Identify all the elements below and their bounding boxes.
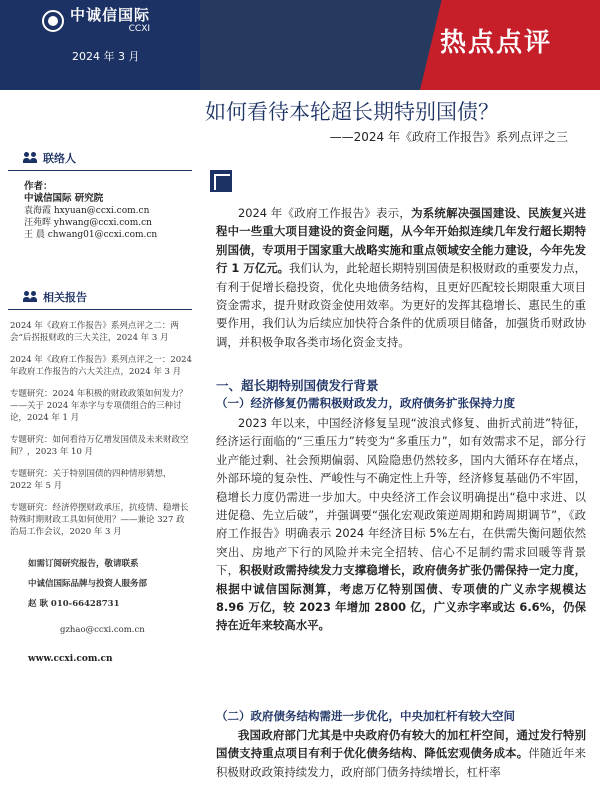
contacts-heading [0, 150, 200, 166]
subsection-title: 经济修复仍需积极财政发力，政府债务扩张保持力度 [250, 396, 515, 410]
related-report-item[interactable]: 2024 年《政府工作报告》系列点评之一：2024 年政府工作报告的六大关注点，2024 年 3 月 [10, 355, 192, 377]
author-label: 作者： [24, 181, 53, 192]
related-report-item[interactable]: 2024 年《政府工作报告》系列点评之二：两会“后拐报财政的三大关注，2024 年 3 月 [10, 321, 179, 343]
subscribe-dept: 中诚信国际品牌与投资人服务部 [28, 579, 148, 589]
body-paragraph [216, 414, 586, 635]
body-bold-text: 我国政府部门尤其是中央政府仍有较大的加杠杆空间，通过发行特别国债支持重点项目有利于优化债务结构、降低宏观债务成本。 [216, 728, 586, 761]
people-icon [24, 291, 38, 303]
intro-paragraph [216, 204, 586, 351]
intro-text: 我们认为，此轮超长期特别国债是积极财政的重要发力点，有利于促增长稳投资，优化央地债务结构，且更好匹配较长期限重大项目资金需求，提升财政资金使用效率。为更好的发挥其稳增长、惠民生的重要作用，我们认为后续应加快符合条件的优质项目储备，加强货币财政协调，并积极争取各类市场化资金支持。 [216, 261, 586, 349]
subsection-number: （二） [216, 709, 251, 723]
contacts-divider [8, 170, 192, 171]
subsection-heading [216, 708, 515, 724]
ccxi-logo [42, 8, 150, 34]
logo-en-text: CCXI [128, 24, 151, 34]
quote-icon [210, 170, 232, 192]
subscribe-contact: 赵 耿 010-66428731 [28, 599, 120, 609]
report-subtitle: ——2024 年《政府工作报告》系列点评之三 [329, 130, 568, 144]
intro-text: 2024 年《政府工作报告》表示， [238, 206, 412, 220]
body-bold-text: 积极财政需持续发力支撑稳增长，政府债务扩张仍需保持一定力度，根据中诚信国际测算，考虑万亿特别国债、专项债的广义赤字规模达 8.96 万亿，较 2023 年增加 2800 亿，广义赤字率或达 6.6%，仍保持在近年来较高水平。 [216, 563, 586, 633]
section-tag: 热点点评 [440, 28, 553, 58]
subscribe-note: 如需订阅研究报告，敬请联系 [28, 559, 139, 569]
sidebar [0, 150, 200, 800]
body-text: 伴随近年来积极财政政策持续发力，政府部门债务持续增长，杠杆率 [216, 746, 586, 779]
author-org: 中诚信国际 研究院 [24, 193, 104, 204]
author-contact[interactable]: 王 晨 chwang01@ccxi.com.cn [24, 230, 158, 240]
subscribe-email[interactable]: gzhao@ccxi.com.cn [60, 625, 145, 635]
intro-bold-text: 为系统解决强国建设、民族复兴进程中一些重大项目建设的资金问题，从今年开始拟连续几年发行超长期特别国债，专项用于国家重大战略实施和重点领域安全能力建设，今年先发行 1 万亿元。 [216, 206, 586, 276]
issue-date: 2024 年 3 月 [72, 50, 140, 63]
body-paragraph [216, 726, 586, 781]
subsection-heading [216, 395, 515, 411]
author-contact[interactable]: 汪苑晖 yhwang@ccxi.com.cn [24, 218, 152, 228]
subsection-title: 政府债务结构需进一步优化，中央加杠杆有较大空间 [250, 709, 515, 723]
related-heading-label: 相关报告 [43, 291, 87, 304]
related-divider [8, 309, 192, 310]
related-report-item[interactable]: 专题研究：如何看待万亿增发国债及未来财政空间？，2023 年 10 月 [10, 435, 189, 457]
logo-mark-icon [42, 10, 64, 32]
related-report-item[interactable]: 专题研究：经济停摆财政承压，抗疫情、稳增长特殊时期财政工具如何使用？——兼论 327 政治局工作会议，2020 年 3 月 [10, 503, 189, 537]
related-report-item[interactable]: 专题研究：2024 年积极的财政政策如何发力？——关于 2024 年赤字与专项债组合的三种讨论，2024 年 1 月 [10, 389, 188, 423]
section-heading: 一、超长期特别国债发行背景 [216, 378, 379, 393]
logo-cn-text: 中诚信国际 [70, 6, 151, 24]
related-heading [0, 289, 200, 305]
website-link[interactable]: www.ccxi.com.cn [28, 654, 113, 664]
body-text: 2023 年以来，中国经济修复呈现“波浪式修复、曲折式前进”特征，经济运行面临的“三重压力”转变为“多重压力”，如有效需求不足，部分行业产能过剩、社会预期偏弱、风险隐患仍然较多，国内大循环存在堵点，外部环境的复杂性、严峻性与不确定性上升等，经济修复基础仍不牢固，稳增长力度仍需进一步加大。中央经济工作会议明确提出“稳中求进、以进促稳、先立后破”，并强调要“强化宏观政策逆周期和跨周期调节”，《政府工作报告》明确表示 2024 年经济目标 5%左右，在供需失衡问题依然突出、房地产下行的风险并未完全招转、信心不足制约需求回暖等背景下， [216, 416, 586, 578]
subsection-number: （一） [216, 396, 251, 410]
author-contact[interactable]: 袁海霞 hxyuan@ccxi.com.cn [24, 206, 150, 216]
people-icon [24, 152, 38, 164]
contacts-heading-label: 联络人 [43, 152, 76, 165]
related-report-item[interactable]: 专题研究：关于特别国债的四种情形猜想，2022 年 5 月 [10, 469, 172, 491]
report-title: 如何看待本轮超长期特别国债？ [205, 100, 499, 124]
